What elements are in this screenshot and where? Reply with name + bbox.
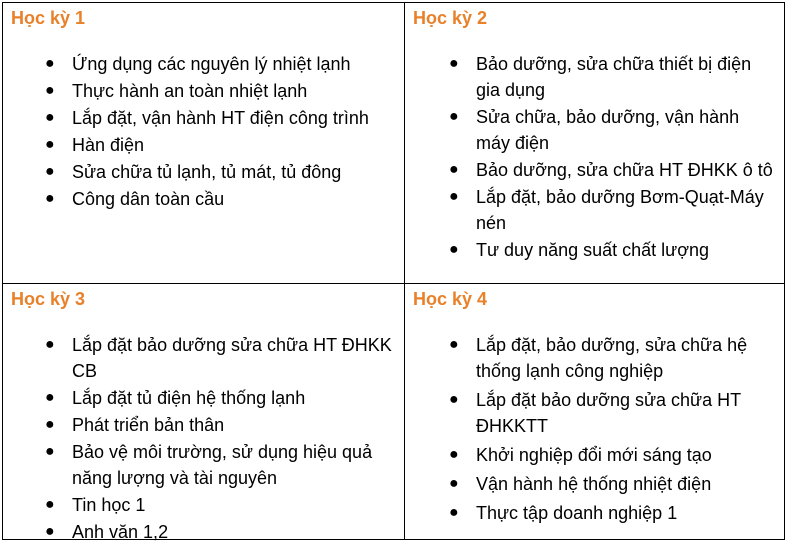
list-item-text: Tin học 1 (72, 495, 146, 515)
semester-1-cell (3, 3, 405, 284)
semester-3-list (45, 332, 392, 545)
list-item-text: Lắp đặt, bảo dưỡng, sửa chữa hệ thống lạnh công nghiệp (476, 335, 748, 381)
list-item (449, 442, 776, 468)
semester-4-list (449, 332, 776, 526)
list-item-text: Hàn điện (72, 135, 145, 155)
semester-table (2, 2, 785, 540)
list-item-text: Bảo dưỡng, sửa chữa HT ĐHKK ô tô (476, 160, 773, 180)
bullet-icon: ● (45, 416, 55, 433)
list-item (45, 439, 392, 491)
list-item-text: Khởi nghiệp đổi mới sáng tạo (476, 445, 712, 465)
semester-2-cell (405, 3, 784, 284)
list-item-text: Lắp đặt bảo dưỡng sửa chữa HT ĐHKK CB (72, 335, 392, 381)
list-item-text: Phát triển bản thân (72, 415, 225, 435)
list-item-text: Lắp đặt, bảo dưỡng Bơm-Quạt-Máy nén (476, 187, 764, 233)
bullet-icon: ● (45, 190, 55, 207)
bullet-icon: ● (45, 336, 55, 353)
list-item (45, 132, 392, 158)
list-item-text: Lắp đặt bảo dưỡng sửa chữa HT ĐHKKTT (476, 390, 741, 436)
semester-1-list (45, 51, 392, 212)
list-item-text: Công dân toàn cầu (72, 189, 225, 209)
list-item (449, 500, 776, 526)
semester-4-heading: Học kỳ 4 (413, 289, 488, 309)
list-item (45, 78, 392, 104)
list-item-text: Lắp đặt, vận hành HT điện công trình (72, 108, 369, 128)
list-item (449, 471, 776, 497)
bullet-icon: ● (449, 336, 459, 353)
bullet-icon: ● (45, 163, 55, 180)
list-item (45, 105, 392, 131)
list-item-text: Ứng dụng các nguyên lý nhiệt lạnh (72, 54, 351, 74)
list-item (449, 51, 776, 103)
list-item (45, 412, 392, 438)
bullet-icon: ● (449, 391, 459, 408)
bullet-icon: ● (449, 475, 459, 492)
list-item-text: Bảo vệ môi trường, sử dụng hiệu quả năng lượng và tài nguyên (72, 442, 373, 488)
list-item (45, 159, 392, 185)
bullet-icon: ● (45, 55, 55, 72)
bullet-icon: ● (45, 496, 55, 513)
list-item (45, 332, 392, 384)
list-item (449, 387, 776, 439)
bullet-icon: ● (449, 161, 459, 178)
semester-3-heading: Học kỳ 3 (11, 289, 86, 309)
list-item-text: Lắp đặt tủ điện hệ thống lạnh (72, 388, 306, 408)
semester-1-heading: Học kỳ 1 (11, 8, 86, 28)
semester-3-cell (3, 284, 405, 542)
bullet-icon: ● (45, 389, 55, 406)
list-item (45, 186, 392, 212)
list-item-text: Thực hành an toàn nhiệt lạnh (72, 81, 308, 101)
list-item-text: Anh văn 1,2 (72, 522, 169, 542)
bullet-icon: ● (449, 188, 459, 205)
bullet-icon: ● (449, 55, 459, 72)
list-item-text: Vận hành hệ thống nhiệt điện (476, 474, 712, 494)
list-item (449, 104, 776, 156)
list-item-text: Sửa chữa, bảo dưỡng, vận hành máy điện (476, 107, 740, 153)
semester-2-list (449, 51, 776, 263)
list-item (449, 237, 776, 263)
bullet-icon: ● (449, 446, 459, 463)
semester-4-cell (405, 284, 784, 539)
bullet-icon: ● (45, 443, 55, 460)
list-item-text: Thực tập doanh nghiệp 1 (476, 503, 678, 523)
list-item (45, 51, 392, 77)
list-item (449, 332, 776, 384)
bullet-icon: ● (45, 82, 55, 99)
list-item-text: Sửa chữa tủ lạnh, tủ mát, tủ đông (72, 162, 342, 182)
list-item (45, 385, 392, 411)
bullet-icon: ● (449, 108, 459, 125)
bullet-icon: ● (45, 523, 55, 540)
list-item (449, 184, 776, 236)
bullet-icon: ● (449, 504, 459, 521)
list-item (449, 157, 776, 183)
list-item (45, 519, 392, 545)
bullet-icon: ● (45, 136, 55, 153)
list-item-text: Bảo dưỡng, sửa chữa thiết bị điện gia dụng (476, 54, 752, 100)
bullet-icon: ● (449, 241, 459, 258)
list-item (45, 492, 392, 518)
semester-2-heading: Học kỳ 2 (413, 8, 488, 28)
bullet-icon: ● (45, 109, 55, 126)
list-item-text: Tư duy năng suất chất lượng (476, 240, 710, 260)
